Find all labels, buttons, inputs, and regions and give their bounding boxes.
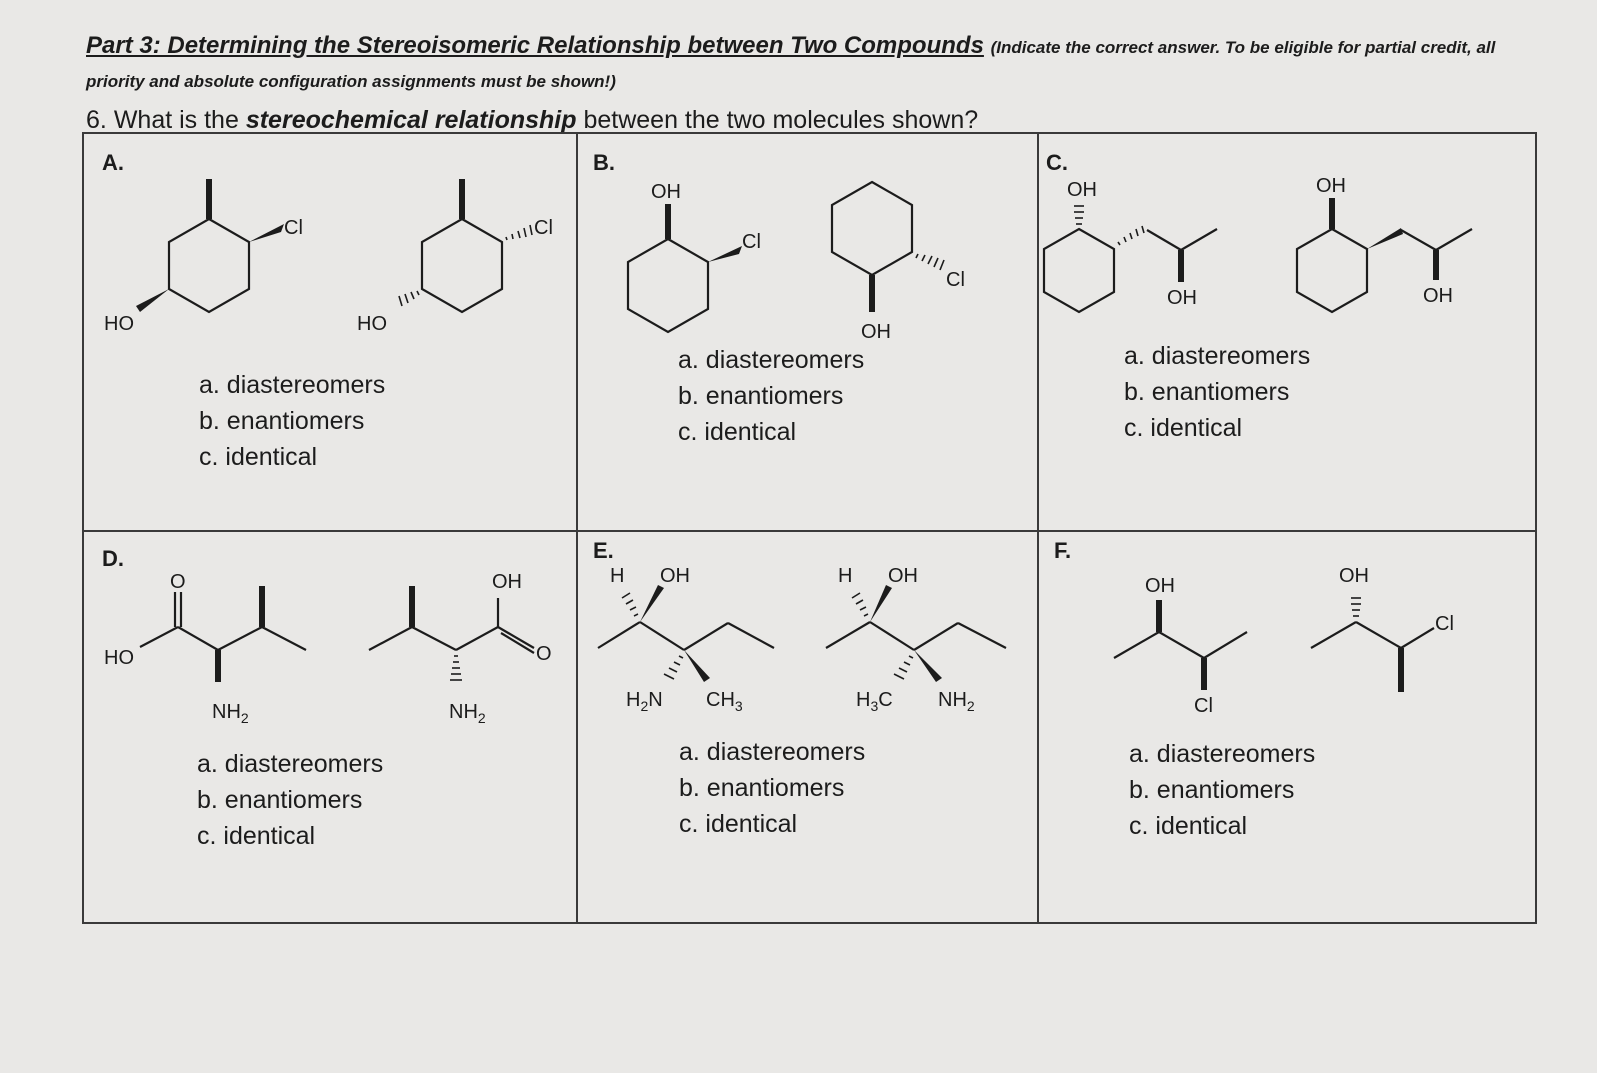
panel-c-molecule-2 [1297, 175, 1472, 312]
panel-c-label: C. [1046, 150, 1068, 175]
panel-d-nh2-2: $NH_2$ [449, 701, 486, 726]
panel-b-option-c[interactable]: c. identical [678, 418, 797, 446]
panel-a-cl-2: Cl [534, 217, 553, 239]
panel-e-option-b[interactable]: b. enantiomers [679, 774, 845, 802]
panel-e-h2n-1: $H_2N$ [626, 689, 663, 714]
panel-b-options [678, 342, 864, 450]
question-prompt [86, 106, 978, 135]
panel-a-ho-2: HO [357, 313, 387, 335]
panel-e-oh-1: OH [660, 565, 690, 587]
panel-d-option-a[interactable]: a. diastereomers [197, 750, 384, 778]
panel-a-option-c[interactable]: c. identical [199, 443, 318, 471]
panel-f-option-b[interactable]: b. enantiomers [1129, 776, 1295, 804]
part-title [86, 30, 1516, 98]
panel-d-ho: HO [104, 647, 134, 669]
panel-b-structures [576, 134, 1036, 364]
panel-e-option-a[interactable]: a. diastereomers [679, 738, 866, 766]
panel-a-options [199, 367, 385, 475]
panel-c-oh-2: OH [1167, 287, 1197, 309]
panel-f-option-c[interactable]: c. identical [1129, 812, 1248, 840]
panel-a-cl-1: Cl [284, 217, 303, 239]
panel-b-label: B. [593, 150, 615, 175]
panel-b-cl-1: Cl [742, 231, 761, 253]
panel-e-molecule-2 [826, 565, 1006, 714]
panel-a-label: A. [102, 150, 124, 175]
panel-b-option-b[interactable]: b. enantiomers [678, 382, 844, 410]
panel-e-molecule-1 [598, 565, 774, 714]
panel-e-structures [576, 530, 1036, 750]
panel-d-option-c[interactable]: c. identical [197, 822, 316, 850]
panel-c-oh-1: OH [1067, 179, 1097, 201]
panel-a-ho-1: HO [104, 313, 134, 335]
question-number: 6. [86, 106, 107, 134]
panel-f-cl-2: Cl [1435, 613, 1454, 635]
panel-e-option-c[interactable]: c. identical [679, 810, 798, 838]
part-instructions: (Indicate the correct answer. To be eligible for partial credit, all priority and absolute configuration assignments must be shown!) [86, 38, 1496, 91]
panel-b-oh-1: OH [651, 181, 681, 203]
panel-a-molecule-1 [104, 179, 303, 335]
panel-c-option-a[interactable]: a. diastereomers [1124, 342, 1311, 370]
panel-a-option-a[interactable]: a. diastereomers [199, 371, 386, 399]
panel-d-molecule-1 [104, 571, 306, 726]
panel-a-molecule-2 [357, 179, 553, 335]
panel-d-molecule-2 [369, 571, 552, 726]
panel-a-option-b[interactable]: b. enantiomers [199, 407, 365, 435]
panel-d-o-1: O [170, 571, 186, 593]
panel-e-h3c-2: $H_3C$ [856, 689, 893, 714]
panel-b-option-a[interactable]: a. diastereomers [678, 346, 865, 374]
panel-f-oh-2: OH [1339, 565, 1369, 587]
panel-d-option-b[interactable]: b. enantiomers [197, 786, 363, 814]
panel-b-oh-2: OH [861, 321, 891, 343]
panel-e-label: E. [593, 538, 614, 563]
part-heading: Part 3: Determining the Stereoisomeric Relationship between Two Compounds [86, 32, 984, 59]
panel-e-oh-2: OH [888, 565, 918, 587]
panel-b-cl-2: Cl [946, 269, 965, 291]
panel-f-cl-1: Cl [1194, 695, 1213, 717]
panel-d-nh2-1: $NH_2$ [212, 701, 249, 726]
panel-d-label: D. [102, 546, 124, 571]
panel-f-structures [1039, 530, 1534, 750]
panel-b-molecule-2 [832, 182, 965, 343]
question-text-start: What is the [113, 106, 239, 134]
panel-a-structures [84, 134, 574, 364]
panel-e-options [679, 734, 865, 842]
panel-f-oh-1: OH [1145, 575, 1175, 597]
panel-e-h-2: H [838, 565, 853, 587]
panel-e-nh2-2: $NH_2$ [938, 689, 975, 714]
panel-c-oh-4: OH [1423, 285, 1453, 307]
panel-d-structures [84, 530, 574, 750]
panel-d-o-2: O [536, 643, 552, 665]
panel-f-molecule-1 [1114, 575, 1247, 717]
panel-f-label: F. [1054, 538, 1072, 563]
panel-f-option-a[interactable]: a. diastereomers [1129, 740, 1316, 768]
question-text-end: between the two molecules shown? [583, 106, 979, 134]
panel-f-options [1129, 736, 1315, 844]
panel-c-option-c[interactable]: c. identical [1124, 414, 1243, 442]
panel-f-molecule-2 [1311, 565, 1454, 692]
panel-c-structures [1039, 134, 1534, 364]
panel-d-oh: OH [492, 571, 522, 593]
panel-c-options [1124, 338, 1310, 446]
panel-e-ch3-1: $CH_3$ [706, 689, 743, 714]
question-emphasis: stereochemical relationship [245, 106, 577, 134]
panel-e-h-1: H [610, 565, 625, 587]
panel-c-oh-3: OH [1316, 175, 1346, 197]
panel-c-molecule-1 [1044, 179, 1217, 312]
panel-b-molecule-1 [628, 181, 761, 332]
panel-c-option-b[interactable]: b. enantiomers [1124, 378, 1290, 406]
panel-d-options [197, 746, 383, 854]
answer-grid [82, 132, 1537, 924]
